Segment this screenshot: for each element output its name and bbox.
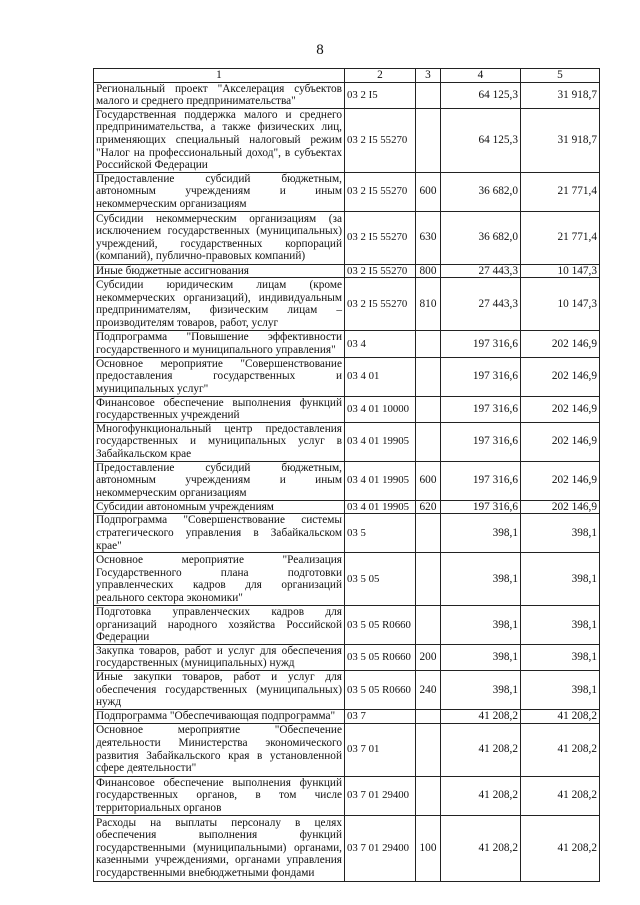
row-expense-type-cell <box>416 108 441 172</box>
row-amount-1-cell: 197 316,6 <box>441 422 521 461</box>
row-expense-type-cell <box>416 331 441 357</box>
table-row <box>94 108 600 172</box>
row-amount-2-cell: 31 918,7 <box>521 108 600 172</box>
row-amount-1-cell: 27 443,3 <box>441 278 521 331</box>
row-amount-1-cell: 36 682,0 <box>441 172 521 211</box>
row-amount-2-cell: 21 771,4 <box>521 172 600 211</box>
table-row <box>94 211 600 264</box>
row-name-cell: Подготовка управленческих кадров для организаций народного хозяйства Российской Федерации <box>94 606 345 645</box>
row-name-cell: Финансовое обеспечение выполнения функций государственных органов, в том числе территориальных органов <box>94 776 345 815</box>
row-expense-type-cell: 600 <box>416 461 441 500</box>
row-name-cell: Основное мероприятие "Обеспечение деятельности Министерства экономического развития Забайкальского края в установленной сфере деятельности" <box>94 723 345 776</box>
row-expense-type-cell <box>416 396 441 422</box>
table-row <box>94 331 600 357</box>
row-code-cell: 03 4 01 <box>345 357 416 396</box>
header-cell-expense-type: 3 <box>416 69 441 83</box>
row-expense-type-cell <box>416 723 441 776</box>
table-row <box>94 710 600 724</box>
row-amount-2-cell: 202 146,9 <box>521 500 600 514</box>
row-code-cell: 03 7 01 29400 <box>345 815 416 881</box>
row-amount-2-cell: 41 208,2 <box>521 723 600 776</box>
table-row <box>94 500 600 514</box>
row-name-cell: Подпрограмма "Совершенствование системы стратегического управления в Забайкальском крае" <box>94 514 345 553</box>
row-code-cell: 03 2 I5 55270 <box>345 211 416 264</box>
row-name-cell: Субсидии автономным учреждениям <box>94 500 345 514</box>
row-expense-type-cell: 240 <box>416 671 441 710</box>
page-number: 8 <box>316 42 324 58</box>
header-row <box>94 69 600 83</box>
row-amount-2-cell: 41 208,2 <box>521 710 600 724</box>
header-cell-amount-1: 4 <box>441 69 521 83</box>
row-amount-1-cell: 197 316,6 <box>441 461 521 500</box>
row-code-cell: 03 2 I5 55270 <box>345 172 416 211</box>
row-name-cell: Подпрограмма "Обеспечивающая подпрограмма" <box>94 710 345 724</box>
row-amount-2-cell: 10 147,3 <box>521 278 600 331</box>
row-code-cell: 03 2 I5 55270 <box>345 264 416 278</box>
row-name-cell: Иные бюджетные ассигнования <box>94 264 345 278</box>
row-amount-1-cell: 398,1 <box>441 606 521 645</box>
row-name-cell: Субсидии юридическим лицам (кроме некоммерческих организаций), индивидуальным предпринимателям, физическим лицам – производителям товаров, работ, услуг <box>94 278 345 331</box>
row-amount-1-cell: 41 208,2 <box>441 776 521 815</box>
row-amount-1-cell: 398,1 <box>441 553 521 606</box>
header-cell-code: 2 <box>345 69 416 83</box>
row-name-cell: Подпрограмма "Повышение эффективности государственного и муниципального управления" <box>94 331 345 357</box>
row-amount-2-cell: 31 918,7 <box>521 82 600 108</box>
row-expense-type-cell: 810 <box>416 278 441 331</box>
row-amount-2-cell: 21 771,4 <box>521 211 600 264</box>
row-name-cell: Основное мероприятие "Совершенствование предоставления государственных и муниципальных услуг" <box>94 357 345 396</box>
row-amount-2-cell: 10 147,3 <box>521 264 600 278</box>
table-row <box>94 172 600 211</box>
row-expense-type-cell <box>416 606 441 645</box>
header-cell-amount-2: 5 <box>521 69 600 83</box>
row-expense-type-cell <box>416 357 441 396</box>
row-expense-type-cell <box>416 82 441 108</box>
row-code-cell: 03 5 05 <box>345 553 416 606</box>
row-amount-1-cell: 64 125,3 <box>441 108 521 172</box>
row-expense-type-cell <box>416 776 441 815</box>
table-row <box>94 264 600 278</box>
row-amount-1-cell: 197 316,6 <box>441 331 521 357</box>
row-code-cell: 03 7 <box>345 710 416 724</box>
row-amount-2-cell: 398,1 <box>521 606 600 645</box>
row-name-cell: Субсидии некоммерческим организациям (за исключением государственных (муниципальных) учреждений, государственных корпораций (компаний), публично-правовых компаний) <box>94 211 345 264</box>
row-amount-1-cell: 41 208,2 <box>441 723 521 776</box>
row-code-cell: 03 2 I5 55270 <box>345 278 416 331</box>
table-row <box>94 644 600 670</box>
row-code-cell: 03 2 I5 55270 <box>345 108 416 172</box>
table-row <box>94 815 600 881</box>
table-row <box>94 357 600 396</box>
row-name-cell: Расходы на выплаты персоналу в целях обеспечения выполнения функций государственными (муниципальными) органами, казенными учреждениями, органами управления государственными внебюджетными фондами <box>94 815 345 881</box>
row-amount-1-cell: 197 316,6 <box>441 500 521 514</box>
row-name-cell: Региональный проект "Акселерация субъектов малого и среднего предпринимательства" <box>94 82 345 108</box>
table-row <box>94 776 600 815</box>
row-amount-2-cell: 202 146,9 <box>521 331 600 357</box>
row-name-cell: Финансовое обеспечение выполнения функций государственных учреждений <box>94 396 345 422</box>
row-code-cell: 03 4 01 19905 <box>345 422 416 461</box>
table-row <box>94 461 600 500</box>
row-name-cell: Закупка товаров, работ и услуг для обеспечения государственных (муниципальных) нужд <box>94 644 345 670</box>
row-expense-type-cell: 800 <box>416 264 441 278</box>
row-amount-1-cell: 398,1 <box>441 671 521 710</box>
row-amount-1-cell: 398,1 <box>441 514 521 553</box>
header-cell-name: 1 <box>94 69 345 83</box>
row-name-cell: Основное мероприятие "Реализация Государственного плана подготовки управленческих кадров для организаций реального сектора экономики" <box>94 553 345 606</box>
row-expense-type-cell: 600 <box>416 172 441 211</box>
row-code-cell: 03 4 01 19905 <box>345 461 416 500</box>
row-amount-1-cell: 398,1 <box>441 644 521 670</box>
row-name-cell: Государственная поддержка малого и среднего предпринимательства, а также физических лиц, применяющих специальный налоговый режим "Налог на профессиональный доход", в субъектах Российской Федерации <box>94 108 345 172</box>
row-amount-1-cell: 197 316,6 <box>441 396 521 422</box>
table-row <box>94 553 600 606</box>
row-expense-type-cell <box>416 514 441 553</box>
row-amount-2-cell: 202 146,9 <box>521 422 600 461</box>
row-name-cell: Иные закупки товаров, работ и услуг для обеспечения государственных (муниципальных) нужд <box>94 671 345 710</box>
row-expense-type-cell <box>416 422 441 461</box>
row-code-cell: 03 7 01 <box>345 723 416 776</box>
row-code-cell: 03 4 01 10000 <box>345 396 416 422</box>
row-code-cell: 03 2 I5 <box>345 82 416 108</box>
row-code-cell: 03 4 01 19905 <box>345 500 416 514</box>
row-code-cell: 03 5 05 R0660 <box>345 644 416 670</box>
row-amount-2-cell: 41 208,2 <box>521 815 600 881</box>
row-expense-type-cell <box>416 710 441 724</box>
row-amount-2-cell: 398,1 <box>521 644 600 670</box>
row-amount-1-cell: 41 208,2 <box>441 815 521 881</box>
row-expense-type-cell: 630 <box>416 211 441 264</box>
table-row <box>94 396 600 422</box>
row-code-cell: 03 5 05 R0660 <box>345 671 416 710</box>
row-amount-2-cell: 398,1 <box>521 514 600 553</box>
table-row <box>94 422 600 461</box>
budget-table <box>93 68 600 882</box>
row-code-cell: 03 5 05 R0660 <box>345 606 416 645</box>
row-name-cell: Предоставление субсидий бюджетным, автономным учреждениям и иным некоммерческим организациям <box>94 461 345 500</box>
table-row <box>94 82 600 108</box>
row-amount-1-cell: 41 208,2 <box>441 710 521 724</box>
row-expense-type-cell: 620 <box>416 500 441 514</box>
row-amount-2-cell: 202 146,9 <box>521 357 600 396</box>
row-amount-1-cell: 197 316,6 <box>441 357 521 396</box>
row-code-cell: 03 4 <box>345 331 416 357</box>
table-row <box>94 671 600 710</box>
row-amount-1-cell: 36 682,0 <box>441 211 521 264</box>
row-amount-2-cell: 202 146,9 <box>521 461 600 500</box>
row-code-cell: 03 5 <box>345 514 416 553</box>
row-amount-2-cell: 202 146,9 <box>521 396 600 422</box>
row-amount-2-cell: 398,1 <box>521 671 600 710</box>
row-amount-1-cell: 64 125,3 <box>441 82 521 108</box>
row-amount-1-cell: 27 443,3 <box>441 264 521 278</box>
table-row <box>94 723 600 776</box>
row-amount-2-cell: 398,1 <box>521 553 600 606</box>
row-code-cell: 03 7 01 29400 <box>345 776 416 815</box>
table-row <box>94 278 600 331</box>
table-row <box>94 514 600 553</box>
row-expense-type-cell: 200 <box>416 644 441 670</box>
row-expense-type-cell <box>416 553 441 606</box>
row-amount-2-cell: 41 208,2 <box>521 776 600 815</box>
row-name-cell: Предоставление субсидий бюджетным, автономным учреждениям и иным некоммерческим организациям <box>94 172 345 211</box>
table-row <box>94 606 600 645</box>
row-expense-type-cell: 100 <box>416 815 441 881</box>
row-name-cell: Многофункциональный центр предоставления государственных и муниципальных услуг в Забайкальском крае <box>94 422 345 461</box>
table-body <box>94 82 600 881</box>
